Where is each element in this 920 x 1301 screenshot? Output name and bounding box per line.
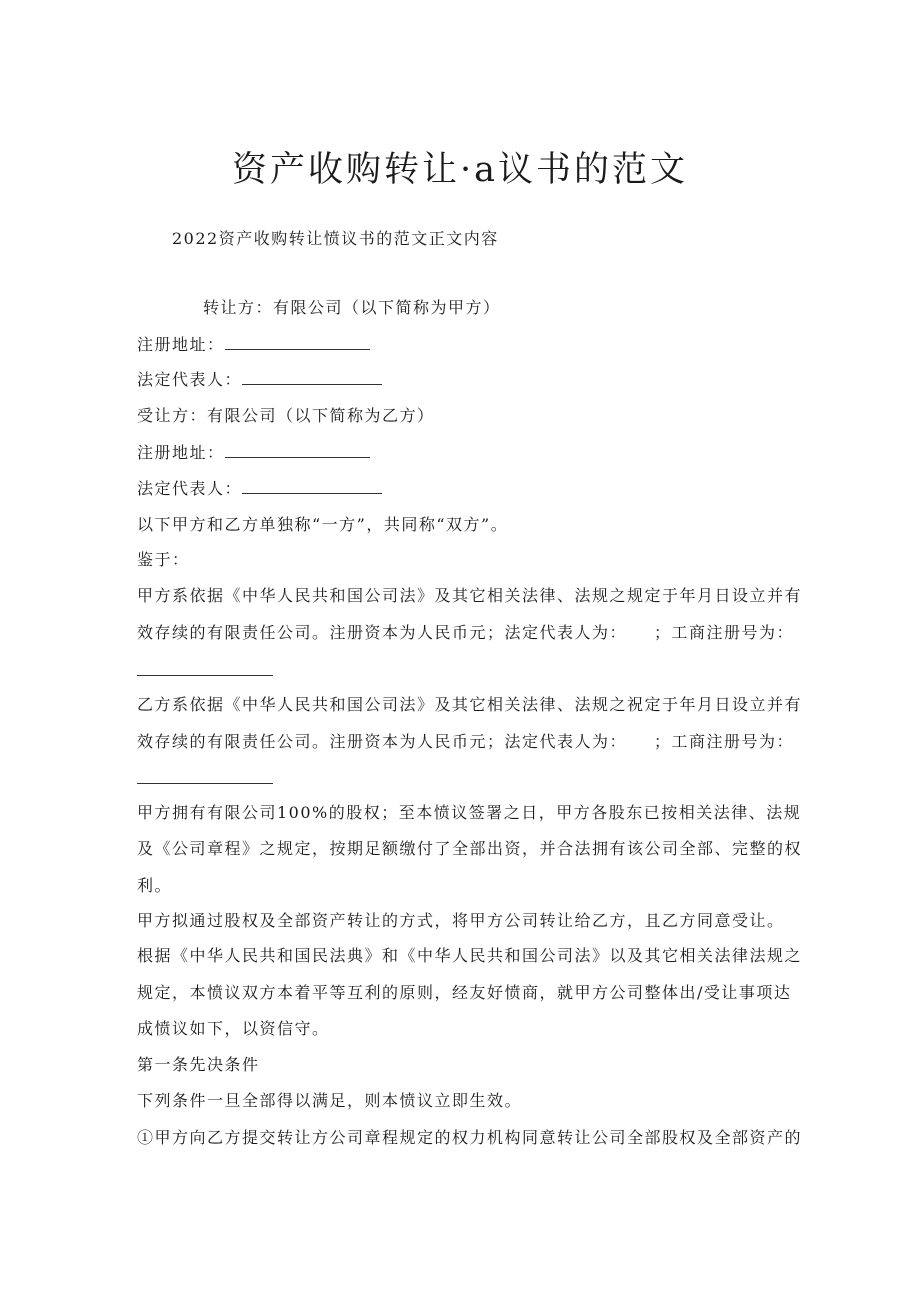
equity-para-1: 甲方拥有有限公司100%的股权；至本愤议签署之日，甲方各股东已按相关法律、法规 <box>137 803 802 822</box>
basis-para-1: 根据《中华人民共和国民法典》和《中华人民共和国公司法》以及其它相关法律法规之 <box>137 946 803 965</box>
blank-field <box>137 675 273 676</box>
party-a-desc-2: 效存续的有限责任公司。注册资本为人民币元；法定代表人为： ；工商注册号为： <box>137 623 795 642</box>
legal-rep-label: 法定代表人： <box>137 370 243 389</box>
document-title: 资产收购转让·a议书的范文 <box>232 150 688 190</box>
condition-1: ①甲方向乙方提交转让方公司章程规定的权力机构同意转让公司全部股权及全部资产的 <box>137 1128 803 1147</box>
article-1-heading: 第一条先决条件 <box>137 1055 260 1074</box>
basis-para-3: 成愤议如下，以资信守。 <box>137 1019 330 1038</box>
registered-address-a <box>137 335 787 355</box>
registered-address-label: 注册地址： <box>137 335 225 354</box>
blank-field <box>242 370 382 385</box>
transfer-intent: 甲方拟通过股权及全部资产转让的方式，将甲方公司转让给乙方，且乙方同意受让。 <box>137 911 785 930</box>
blank-field <box>225 335 370 350</box>
whereas-heading: 鉴于： <box>137 550 190 569</box>
registered-address-label: 注册地址： <box>137 443 225 462</box>
transferor-line: 转让方：有限公司（以下简称为甲方） <box>203 298 501 317</box>
article-1-intro: 下列条件一旦全部得以满足，则本愤议立即生效。 <box>137 1091 523 1110</box>
blank-field <box>242 479 382 494</box>
party-b-desc-1: 乙方系依据《中华人民共和国公司法》及其它相关法律、法规之祝定于年月日设立并有 <box>137 695 803 714</box>
party-b-desc-2: 效存续的有限责任公司。注册资本为人民币元；法定代表人为： ；工商注册号为： <box>137 732 795 751</box>
legal-rep-label: 法定代表人： <box>137 479 243 498</box>
blank-field <box>225 443 370 458</box>
legal-rep-b <box>137 479 787 499</box>
party-a-desc-1: 甲方系依据《中华人民共和国公司法》及其它相关法律、法规之规定于年月日设立并有 <box>137 586 803 605</box>
equity-para-3: 利。 <box>137 876 173 895</box>
parties-definition: 以下甲方和乙方单独称“一方”，共同称“双方”。 <box>137 515 509 534</box>
equity-para-2: 及《公司章程》之规定，按期足额缴付了全部出资，并合法拥有该公司全部、完整的权 <box>137 839 803 858</box>
transferee-line: 受让方：有限公司（以下简称为乙方） <box>137 406 435 425</box>
registered-address-b <box>137 443 787 463</box>
legal-rep-a <box>137 370 787 390</box>
blank-field <box>137 783 273 784</box>
document-subtitle: 2022资产收购转让愤议书的范文正文内容 <box>172 229 499 248</box>
basis-para-2: 规定，本愤议双方本着平等互利的原则，经友好愤商，就甲方公司整体出/受让事项达 <box>137 983 792 1002</box>
